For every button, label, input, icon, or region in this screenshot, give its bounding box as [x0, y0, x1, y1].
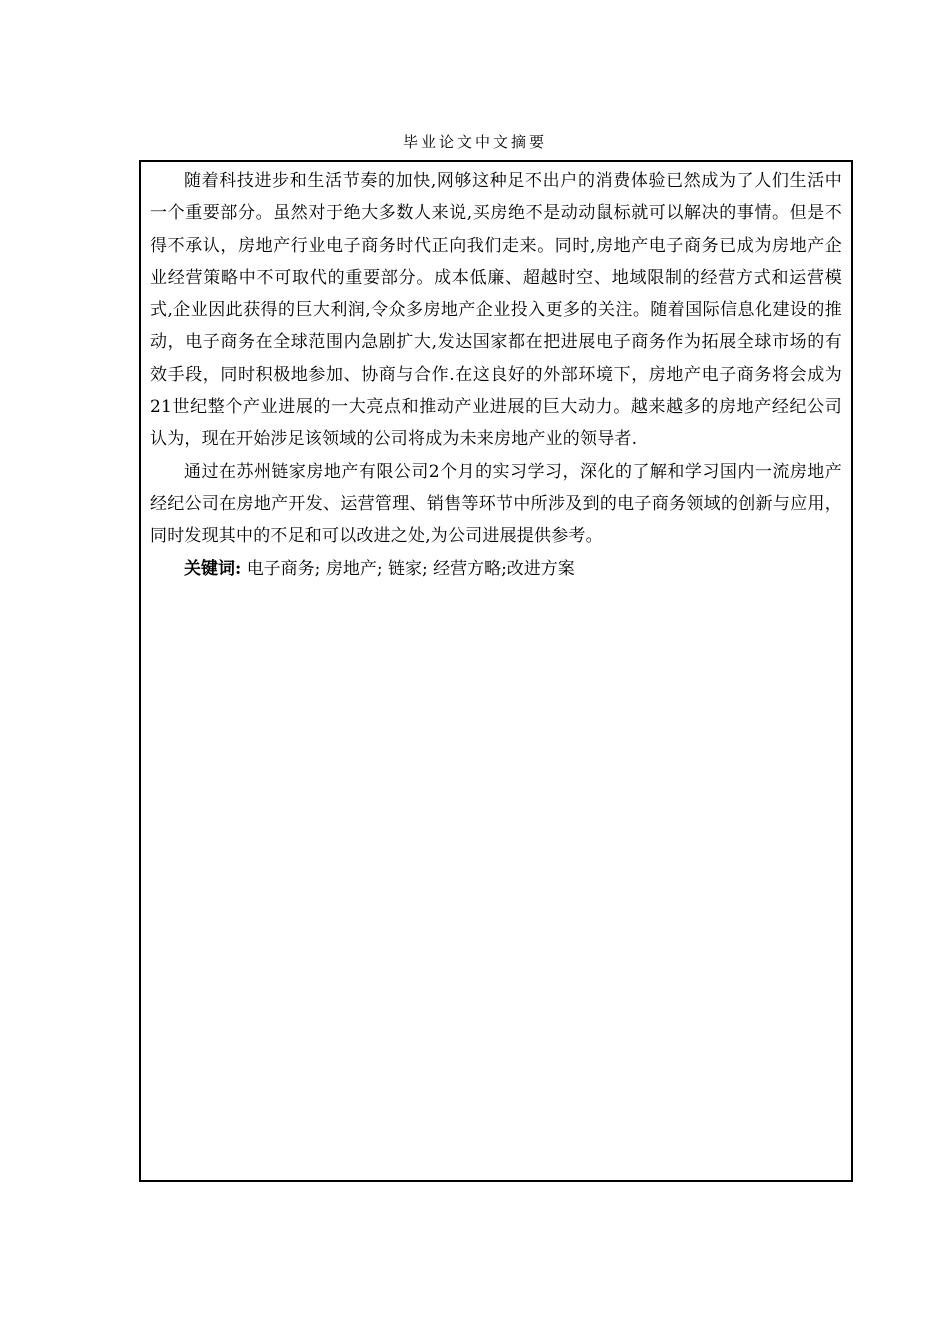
keywords-text: 电子商务; 房地产; 链家; 经营方略;改进方案 — [246, 558, 575, 579]
abstract-box — [139, 160, 853, 1182]
keywords-line — [150, 553, 842, 585]
keywords-label: 关键词: — [184, 558, 242, 579]
abstract-paragraph-2: 通过在苏州链家房地产有限公司2个月的实习学习，深化的了解和学习国内一流房地产经纪公司在房地产开发、运营管理、销售等环节中所涉及到的电子商务领域的创新与应用，同时发现其中的不足和可以改进之处,为公司进展提供参考。 — [150, 461, 842, 547]
abstract-paragraph-1: 随着科技进步和生活节奏的加快,网够这种足不出户的消费体验已然成为了人们生活中一个重要部分。虽然对于绝大多数人来说,买房绝不是动动鼠标就可以解决的事情。但是不得不承认，房地产行业电子商务时代正向我们走来。同时,房地产电子商务已成为房地产企业经营策略中不可取代的重要部分。成本低廉、超越时空、地域限制的经营方式和运营模式,企业因此获得的巨大利润,令众多房地产企业投入更多的关注。随着国际信息化建设的推动，电子商务在全球范围内急剧扩大,发达国家都在把进展电子商务作为拓展全球市场的有效手段，同时积极地参加、协商与合作.在这良好的外部环境下，房地产电子商务将会成为21世纪整个产业进展的一大亮点和推动产业进展的巨大动力。越来越多的房地产经纪公司认为，现在开始涉足该领域的公司将成为未来房地产业的领导者. — [150, 171, 842, 450]
page-title: 毕业论文中文摘要 — [402, 133, 547, 151]
